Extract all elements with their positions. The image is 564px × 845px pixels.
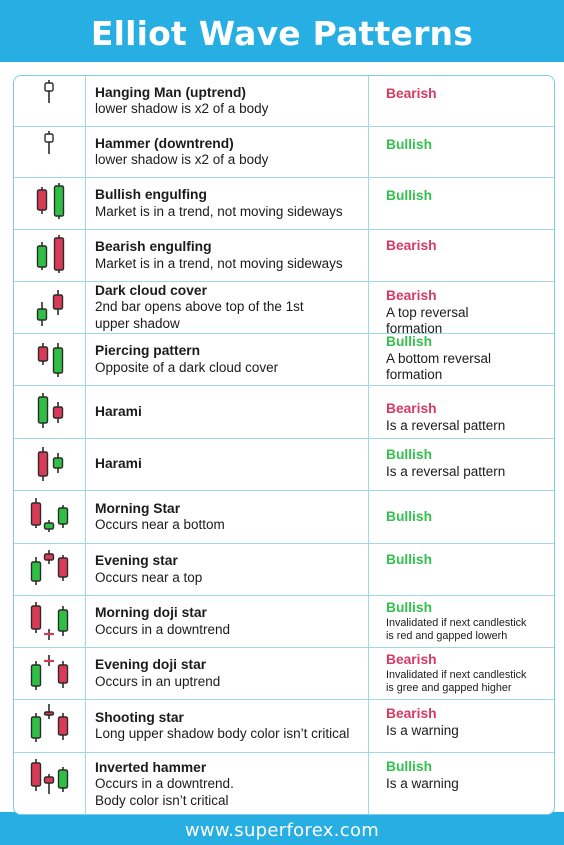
pattern-description-cell [86, 178, 369, 229]
pattern-detail: Market is in a trend, not moving sideways [95, 203, 343, 219]
candlestick [59, 505, 68, 528]
candle-icon-cell [14, 700, 86, 752]
signal-note: A top reversal [386, 304, 469, 320]
signal-note: Invalidated if next candlestick [386, 668, 527, 681]
morning-star-icon [14, 491, 86, 544]
pattern-detail: Market is in a trend, not moving sideways [95, 255, 343, 271]
pattern-description-cell [86, 700, 369, 752]
candlestick [59, 767, 68, 792]
candlestick [32, 498, 41, 528]
pattern-name: Bearish engulfing [95, 239, 212, 254]
table-row [14, 544, 554, 596]
signal-cell [369, 753, 554, 815]
hanging-man-icon [14, 76, 86, 127]
pattern-description-cell [86, 439, 369, 490]
table-row [14, 491, 554, 544]
candlestick [32, 661, 41, 690]
table-row [14, 282, 554, 334]
signal-note: A bottom reversal [386, 350, 492, 366]
candlestick [38, 187, 47, 214]
table-row [14, 700, 554, 753]
pattern-name: Evening doji star [95, 657, 207, 672]
candlestick [44, 655, 54, 666]
candlestick [55, 183, 64, 219]
candle-icon-cell [14, 596, 86, 647]
bullish-label: Bullish [386, 509, 432, 524]
candle-icon-cell [14, 230, 86, 281]
candlestick [45, 704, 54, 719]
pattern-name: Morning doji star [95, 605, 207, 620]
bullish-label: Bullish [386, 759, 432, 774]
pattern-description-cell [86, 753, 369, 815]
pattern-detail: 2nd bar opens above top of the 1st [95, 299, 304, 315]
table-row [14, 596, 554, 648]
signal-note: formation [386, 367, 443, 382]
signal-note: Is a reversal pattern [386, 417, 506, 433]
candlestick [54, 290, 63, 315]
table-row [14, 127, 554, 178]
candlestick [45, 520, 54, 532]
candlestick [32, 759, 41, 791]
pattern-name: Harami [95, 403, 142, 419]
candlestick [32, 557, 41, 585]
pattern-description-cell [86, 596, 369, 647]
pattern-detail: Opposite of a dark cloud cover [95, 359, 279, 375]
pattern-detail: upper shadow [95, 315, 180, 331]
signal-cell [369, 596, 554, 647]
bearish-label: Bearish [386, 401, 437, 416]
candlestick [39, 447, 48, 481]
pattern-detail: Occurs in a downtrend [95, 621, 231, 637]
dark-cloud-cover-icon [14, 282, 86, 334]
pattern-detail: Occurs in a downtrend. [95, 776, 234, 792]
pattern-detail: lower shadow is x2 of a body [95, 101, 269, 116]
pattern-description-cell [86, 491, 369, 543]
candlestick [59, 555, 68, 581]
bullish-label: Bullish [386, 552, 432, 567]
signal-note: is gree and gapped higher [386, 681, 512, 694]
pattern-name: Bullish engulfing [95, 187, 207, 202]
pattern-description-cell [86, 230, 369, 281]
page-title: Elliot Wave Patterns [90, 13, 474, 53]
pattern-description-cell [86, 127, 369, 177]
candlestick [45, 550, 54, 564]
table-row [14, 386, 554, 439]
candlestick [59, 606, 68, 636]
table-row [14, 178, 554, 230]
signal-cell [369, 648, 554, 699]
candle-icon-cell [14, 386, 86, 438]
pattern-description-cell [86, 334, 369, 385]
pattern-name: Inverted hammer [95, 759, 207, 775]
pattern-name: Hanging Man (uptrend) [95, 84, 246, 100]
pattern-description-cell [86, 282, 369, 333]
candlestick [54, 402, 63, 423]
signal-cell [369, 544, 554, 595]
bearish-harami-icon [14, 386, 86, 439]
bullish-engulfing-icon [14, 178, 86, 230]
signal-cell [369, 76, 554, 126]
bullish-label: Bullish [386, 334, 432, 349]
candle-icon-cell [14, 491, 86, 543]
pattern-detail: Long upper shadow body color isn’t critical [95, 726, 350, 741]
candlestick [39, 393, 48, 428]
signal-note: Invalidated if next candlestick [386, 616, 527, 629]
candlestick [32, 602, 41, 633]
candle-icon-cell [14, 753, 86, 815]
shooting-star-icon [14, 700, 86, 753]
morning-doji-star-icon [14, 596, 86, 648]
pattern-detail: Body color isn’t critical [95, 792, 229, 808]
signal-note: is red and gapped lowerh [386, 629, 508, 642]
pattern-description-cell [86, 544, 369, 595]
bearish-label: Bearish [386, 86, 437, 101]
bullish-label: Bullish [386, 137, 432, 152]
pattern-name: Hammer (downtrend) [95, 135, 234, 151]
table-row [14, 439, 554, 491]
bullish-label: Bullish [386, 447, 432, 462]
signal-cell [369, 178, 554, 229]
patterns-table [13, 75, 555, 815]
bullish-label: Bullish [386, 188, 432, 203]
pattern-detail: lower shadow is x2 of a body [95, 152, 269, 167]
pattern-name: Shooting star [95, 709, 184, 725]
candle-icon-cell [14, 76, 86, 126]
signal-note: Is a warning [386, 722, 459, 738]
candlestick [44, 629, 54, 640]
candlestick [45, 774, 54, 794]
candlestick [59, 713, 68, 740]
candlestick [54, 343, 63, 377]
pattern-detail: Occurs near a top [95, 569, 203, 585]
pattern-name: Morning Star [95, 500, 181, 516]
signal-note: Is a reversal pattern [386, 463, 506, 479]
hammer-icon [14, 127, 86, 178]
bearish-label: Bearish [386, 238, 437, 253]
signal-cell [369, 127, 554, 177]
signal-cell [369, 700, 554, 752]
table-row [14, 334, 554, 386]
signal-cell [369, 386, 554, 438]
candlestick [45, 131, 53, 154]
table-row [14, 76, 554, 127]
evening-doji-star-icon [14, 648, 86, 700]
candlestick [55, 235, 64, 273]
pattern-name: Dark cloud cover [95, 282, 207, 298]
candlestick [59, 661, 68, 688]
candlestick [38, 302, 47, 326]
footer-website[interactable]: www.superforex.com [184, 819, 380, 841]
pattern-name: Piercing pattern [95, 343, 201, 358]
pattern-detail: Occurs near a bottom [95, 517, 225, 532]
bearish-label: Bearish [386, 706, 437, 721]
candle-icon-cell [14, 648, 86, 699]
pattern-name: Harami [95, 456, 142, 472]
bearish-engulfing-icon [14, 230, 86, 282]
candlestick [39, 343, 48, 365]
signal-note: Is a warning [386, 775, 459, 791]
candlestick [45, 80, 53, 103]
inverted-hammer-icon [14, 753, 86, 815]
signal-note: formation [386, 321, 443, 336]
table-row [14, 230, 554, 282]
signal-cell [369, 439, 554, 490]
bearish-label: Bearish [386, 652, 437, 667]
signal-cell [369, 230, 554, 281]
candle-icon-cell [14, 127, 86, 177]
candle-icon-cell [14, 439, 86, 490]
signal-cell [369, 491, 554, 543]
candle-icon-cell [14, 334, 86, 385]
signal-cell [369, 282, 554, 336]
table-row [14, 648, 554, 700]
pattern-detail: Occurs in an uptrend [95, 673, 221, 689]
bearish-label: Bearish [386, 288, 437, 303]
bullish-label: Bullish [386, 600, 432, 615]
candle-icon-cell [14, 544, 86, 595]
pattern-description-cell [86, 386, 369, 438]
candle-icon-cell [14, 178, 86, 229]
bullish-harami-icon [14, 439, 86, 491]
evening-star-icon [14, 544, 86, 596]
pattern-name: Evening star [95, 553, 178, 568]
candlestick [38, 242, 47, 270]
pattern-description-cell [86, 76, 369, 126]
table-row [14, 753, 554, 815]
pattern-description-cell [86, 648, 369, 699]
candlestick [32, 713, 41, 742]
candle-icon-cell [14, 282, 86, 333]
candlestick [54, 453, 63, 473]
piercing-pattern-icon [14, 334, 86, 386]
signal-cell [369, 334, 554, 385]
